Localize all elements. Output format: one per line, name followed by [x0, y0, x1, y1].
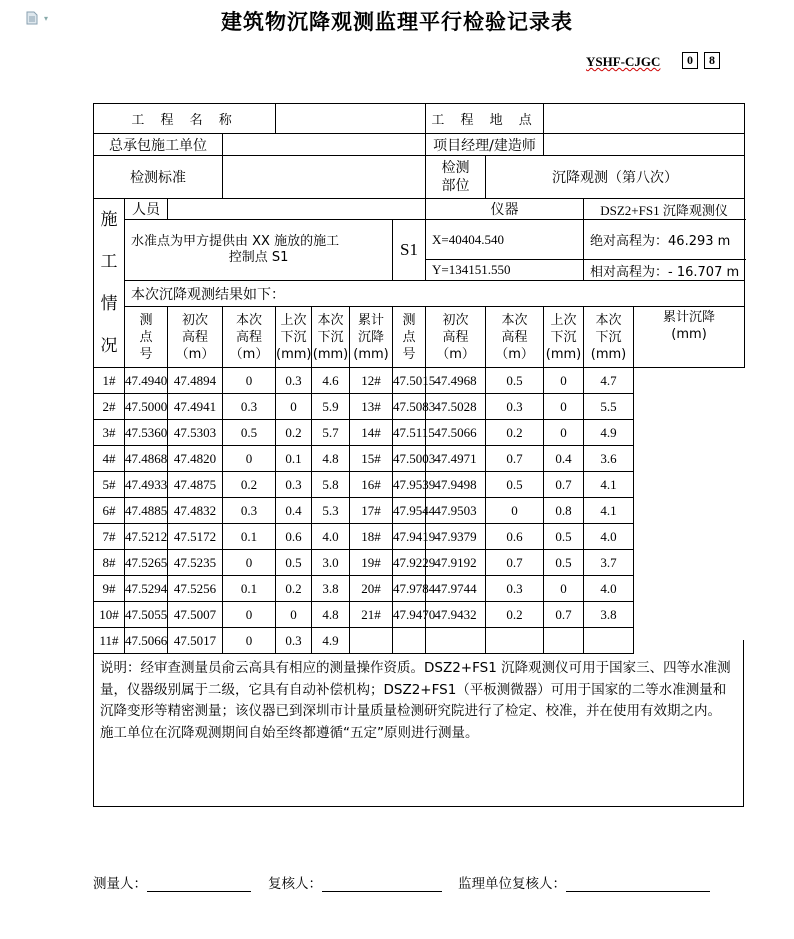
table-cell: 0.7 — [486, 550, 544, 576]
standard-value[interactable] — [223, 156, 426, 199]
table-cell: 3.0 — [312, 550, 350, 576]
table-row — [94, 498, 745, 524]
table-cell: 0.5 — [486, 368, 544, 394]
hdr-line: 高程 — [236, 329, 263, 345]
table-cell: 4.1 — [584, 498, 634, 524]
benchmark-desc — [125, 220, 393, 281]
table-cell: 47.9470 — [393, 602, 426, 628]
table-cell: 19# — [350, 550, 393, 576]
table-cell: 5# — [94, 472, 125, 498]
table-cell: 0.3 — [276, 628, 312, 654]
table-row — [94, 368, 745, 394]
table-cell: 0.4 — [276, 498, 312, 524]
table-cell: 0.3 — [276, 368, 312, 394]
data-rows — [94, 368, 745, 654]
hdr-line: 本次 — [317, 312, 344, 328]
note-text: 说明：经审查测量员俞云高具有相应的测量操作资质。DSZ2+FS1 沉降观测仪可用于国家三、四等水准测量，仪器级别属于二级，它具有自动补偿机构；DSZ2+FS1（平板测微器）可用于国家的二等水准测量和沉降变形等精密测量；该仪器已到深圳市计量质量检测研究院进行了检定、校准，并在使用有效期之内。 施工单位在沉降观测期间自始至终都遵循“五定”原则进行测量。 — [93, 640, 744, 807]
table-cell: 1# — [94, 368, 125, 394]
surveyor-label: 测量人： — [93, 876, 147, 892]
table-cell: 47.5028 — [426, 394, 486, 420]
hdr-line: （m） — [495, 346, 534, 362]
table-cell: 47.9503 — [426, 498, 486, 524]
part-label-line: 部位 — [441, 178, 470, 194]
table-cell: 47.9379 — [426, 524, 486, 550]
table-cell: 0.7 — [544, 602, 584, 628]
table-cell: 21# — [350, 602, 393, 628]
benchmark-line: 控制点 S1 — [228, 250, 289, 265]
hdr-line: （m） — [175, 346, 215, 362]
table-cell: 0 — [544, 394, 584, 420]
hdr-line: （m） — [436, 346, 475, 362]
table-cell: 0.1 — [276, 446, 312, 472]
table-cell: 0.5 — [276, 550, 312, 576]
table-cell: 6# — [94, 498, 125, 524]
table-row — [94, 446, 745, 472]
table-cell: 0.3 — [486, 576, 544, 602]
table-cell: 3.6 — [584, 446, 634, 472]
standard-label: 检测标准 — [94, 156, 223, 199]
reviewer-label: 复核人： — [268, 876, 322, 892]
table-cell: 0.4 — [544, 446, 584, 472]
hdr-line: (mm) — [671, 327, 707, 342]
chevron-down-icon[interactable]: ▾ — [44, 14, 49, 23]
table-cell: 0.3 — [223, 394, 276, 420]
table-cell: 47.9744 — [426, 576, 486, 602]
project-location-value[interactable] — [544, 104, 745, 134]
hdr-line: 测 — [402, 312, 416, 328]
col-header-current — [486, 307, 544, 368]
table-cell: 18# — [350, 524, 393, 550]
table-cell: 0.6 — [486, 524, 544, 550]
hdr-line: 下沉 — [280, 329, 307, 345]
page-title: 建筑物沉降观测监理平行检验记录表 — [221, 9, 573, 34]
hdr-line: 号 — [402, 346, 416, 362]
project-name-label: 工 程 名 称 — [94, 104, 276, 134]
table-cell: 47.5055 — [125, 602, 168, 628]
hdr-line: (mm) — [353, 346, 389, 362]
personnel-value[interactable] — [168, 199, 426, 220]
y-coordinate: Y=134151.550 — [426, 260, 584, 281]
table-cell: 47.5083 — [393, 394, 426, 420]
table-row — [94, 550, 745, 576]
inspection-part-label — [426, 156, 486, 199]
benchmark-line: 水准点为甲方提供由 XX 施放的施工 — [131, 234, 340, 249]
col-header-last-settle — [276, 307, 312, 368]
hdr-line: 下沉 — [595, 329, 622, 345]
table-cell: 47.9784 — [393, 576, 426, 602]
supervisor-label: 监理单位复核人： — [458, 876, 566, 892]
table-cell: 47.5256 — [168, 576, 223, 602]
table-cell: 0 — [223, 602, 276, 628]
table-cell: 13# — [350, 394, 393, 420]
table-cell: 47.5066 — [125, 628, 168, 654]
table-cell: 11# — [94, 628, 125, 654]
table-cell: 47.4971 — [426, 446, 486, 472]
results-intro: 本次沉降观测结果如下： — [125, 281, 745, 307]
hdr-line: 累计 — [358, 312, 385, 328]
hdr-line: (mm) — [312, 346, 349, 362]
table-cell: 0 — [544, 576, 584, 602]
table-cell: 0 — [223, 368, 276, 394]
absolute-elevation: 绝对高程为：46.293 m — [584, 220, 745, 260]
table-cell: 0 — [486, 498, 544, 524]
column-header-row — [94, 307, 745, 368]
hdr-line: (mm) — [545, 346, 582, 362]
hdr-line: 点 — [139, 329, 153, 345]
table-cell: 17# — [350, 498, 393, 524]
table-cell: 47.9192 — [426, 550, 486, 576]
table-cell: 12# — [350, 368, 393, 394]
table-cell: 4.0 — [584, 524, 634, 550]
hdr-line: 沉降 — [358, 329, 385, 345]
table-cell: 16# — [350, 472, 393, 498]
table-cell: 47.5212 — [125, 524, 168, 550]
hdr-line: 号 — [139, 346, 153, 362]
table-cell: 7# — [94, 524, 125, 550]
table-cell: 47.4940 — [125, 368, 168, 394]
table-cell: 15# — [350, 446, 393, 472]
table-cell: 47.4941 — [168, 394, 223, 420]
side-label — [94, 199, 125, 368]
hdr-line: 本次 — [501, 312, 528, 328]
table-cell: 0.2 — [276, 420, 312, 446]
col-header-this-settle — [312, 307, 350, 368]
table-cell: 0.7 — [544, 472, 584, 498]
hdr-line: 初次 — [442, 312, 469, 328]
side-char: 情 — [100, 294, 118, 314]
table-cell: 5.9 — [312, 394, 350, 420]
table-cell: 0 — [223, 628, 276, 654]
col-header-cum-settle — [350, 307, 393, 368]
col-header-cum-settle-right — [634, 307, 745, 368]
hdr-line: （m） — [229, 346, 269, 362]
table-cell: 0 — [544, 420, 584, 446]
project-location-label: 工 程 地 点 — [426, 104, 544, 134]
table-cell: 0.5 — [486, 472, 544, 498]
table-cell: 47.5172 — [168, 524, 223, 550]
hdr-line: 下沉 — [317, 329, 344, 345]
table-cell: 47.9539 — [393, 472, 426, 498]
table-cell: 0.3 — [486, 394, 544, 420]
benchmark-id: S1 — [393, 220, 426, 281]
hdr-line: 上次 — [550, 312, 577, 328]
relative-elevation: 相对高程为：- 16.707 m — [584, 260, 745, 281]
inspection-part-value: 沉降观测（第八次） — [486, 156, 745, 199]
side-char: 况 — [100, 336, 118, 356]
col-header-this-settle — [584, 307, 634, 368]
table-cell: 20# — [350, 576, 393, 602]
table-cell: 0.6 — [276, 524, 312, 550]
table-cell: 47.5303 — [168, 420, 223, 446]
table-cell: 0.1 — [223, 576, 276, 602]
col-header-initial — [168, 307, 223, 368]
table-cell: 5.7 — [312, 420, 350, 446]
table-cell: 47.9498 — [426, 472, 486, 498]
col-header-current — [223, 307, 276, 368]
col-header-last-settle — [544, 307, 584, 368]
table-cell: 4.0 — [312, 524, 350, 550]
supervisor-signature — [458, 872, 710, 892]
hdr-line: 初次 — [181, 312, 208, 328]
hdr-line: (mm) — [590, 346, 627, 362]
table-cell: 0.5 — [223, 420, 276, 446]
table-cell: 9# — [94, 576, 125, 602]
table-cell: 47.5265 — [125, 550, 168, 576]
table-cell: 0.2 — [223, 472, 276, 498]
instrument-label: 仪器 — [426, 199, 584, 220]
hdr-line: 高程 — [181, 329, 208, 345]
surveyor-signature — [93, 872, 251, 892]
table-cell: 47.5017 — [168, 628, 223, 654]
table-cell: 47.9229 — [393, 550, 426, 576]
hdr-line: 累计沉降 — [663, 310, 716, 325]
table-cell: 0.3 — [276, 472, 312, 498]
table-cell: 3.7 — [584, 550, 634, 576]
table-cell: 47.9419 — [393, 524, 426, 550]
table-cell: 4.6 — [312, 368, 350, 394]
manager-value[interactable] — [544, 134, 745, 156]
table-cell: 4.1 — [584, 472, 634, 498]
table-cell: 0.2 — [276, 576, 312, 602]
table-cell: 47.4868 — [125, 446, 168, 472]
table-cell: 47.5015 — [393, 368, 426, 394]
table-cell: 4.9 — [312, 628, 350, 654]
table-cell: 47.5235 — [168, 550, 223, 576]
table-cell: 47.4832 — [168, 498, 223, 524]
table-cell: 47.5003 — [393, 446, 426, 472]
table-cell: 47.9544 — [393, 498, 426, 524]
side-char: 施 — [100, 210, 118, 230]
surveyor-signature-line[interactable] — [147, 877, 251, 892]
x-coordinate: X=40404.540 — [426, 220, 584, 260]
reviewer-signature-line[interactable] — [322, 877, 442, 892]
col-header-point — [393, 307, 426, 368]
code-digit-box: 0 — [682, 52, 698, 69]
table-row — [94, 394, 745, 420]
reviewer-signature — [268, 872, 442, 892]
table-cell: 8# — [94, 550, 125, 576]
hdr-line: 测 — [139, 312, 153, 328]
col-header-initial — [426, 307, 486, 368]
table-cell: 47.4968 — [426, 368, 486, 394]
table-row — [94, 420, 745, 446]
table-cell: 47.5294 — [125, 576, 168, 602]
instrument-value: DSZ2+FS1 沉降观测仪 — [584, 199, 745, 220]
table-cell: 4.0 — [584, 576, 634, 602]
supervisor-signature-line[interactable] — [566, 877, 710, 892]
table-cell: 14# — [350, 420, 393, 446]
table-cell: 4.8 — [312, 602, 350, 628]
table-row — [94, 472, 745, 498]
table-cell: 3.8 — [312, 576, 350, 602]
table-cell: 0.2 — [486, 602, 544, 628]
table-cell: 3# — [94, 420, 125, 446]
record-table — [93, 103, 745, 654]
table-cell: 0.3 — [223, 498, 276, 524]
hdr-line: 上次 — [280, 312, 307, 328]
table-row — [94, 602, 745, 628]
table-cell: 5.5 — [584, 394, 634, 420]
hdr-line: 本次 — [236, 312, 263, 328]
table-cell: 47.4885 — [125, 498, 168, 524]
table-cell: 0.2 — [486, 420, 544, 446]
hdr-line: 下沉 — [550, 329, 577, 345]
code-digit-box: 8 — [704, 52, 720, 69]
table-cell: 47.9432 — [426, 602, 486, 628]
table-cell: 47.4933 — [125, 472, 168, 498]
table-cell: 0.7 — [486, 446, 544, 472]
table-cell: 3.8 — [584, 602, 634, 628]
table-cell: 4.7 — [584, 368, 634, 394]
hdr-line: 高程 — [442, 329, 469, 345]
table-row — [94, 576, 745, 602]
table-cell: 0 — [223, 446, 276, 472]
table-cell: 47.4820 — [168, 446, 223, 472]
table-cell: 0.5 — [544, 550, 584, 576]
table-cell: 0.8 — [544, 498, 584, 524]
contractor-label: 总承包施工单位 — [94, 134, 223, 156]
table-cell: 0.1 — [223, 524, 276, 550]
table-cell: 0 — [276, 394, 312, 420]
contractor-value[interactable] — [223, 134, 426, 156]
table-cell: 47.5115 — [393, 420, 426, 446]
table-cell: 47.5066 — [426, 420, 486, 446]
hdr-line: 点 — [402, 329, 416, 345]
part-label-line: 检测 — [441, 160, 470, 176]
table-cell: 4.8 — [312, 446, 350, 472]
table-cell: 4# — [94, 446, 125, 472]
table-cell: 4.9 — [584, 420, 634, 446]
table-cell: 0.5 — [544, 524, 584, 550]
table-cell: 47.5000 — [125, 394, 168, 420]
table-cell: 10# — [94, 602, 125, 628]
manager-label: 项目经理/建造师 — [426, 134, 544, 156]
table-cell: 5.3 — [312, 498, 350, 524]
table-cell: 5.8 — [312, 472, 350, 498]
table-cell: 47.4894 — [168, 368, 223, 394]
table-cell: 0 — [223, 550, 276, 576]
hdr-line: 高程 — [501, 329, 528, 345]
project-name-value[interactable] — [276, 104, 426, 134]
form-code: YSHF-CJGC — [586, 54, 661, 69]
table-cell: 47.5360 — [125, 420, 168, 446]
hdr-line: (mm) — [276, 346, 312, 362]
table-cell: 47.5007 — [168, 602, 223, 628]
col-header-point — [125, 307, 168, 368]
table-cell: 0 — [276, 602, 312, 628]
personnel-label: 人员 — [125, 199, 168, 220]
hdr-line: 本次 — [595, 312, 622, 328]
table-cell: 47.4875 — [168, 472, 223, 498]
side-char: 工 — [100, 252, 118, 272]
table-cell: 2# — [94, 394, 125, 420]
table-cell: 0 — [544, 368, 584, 394]
table-row — [94, 524, 745, 550]
